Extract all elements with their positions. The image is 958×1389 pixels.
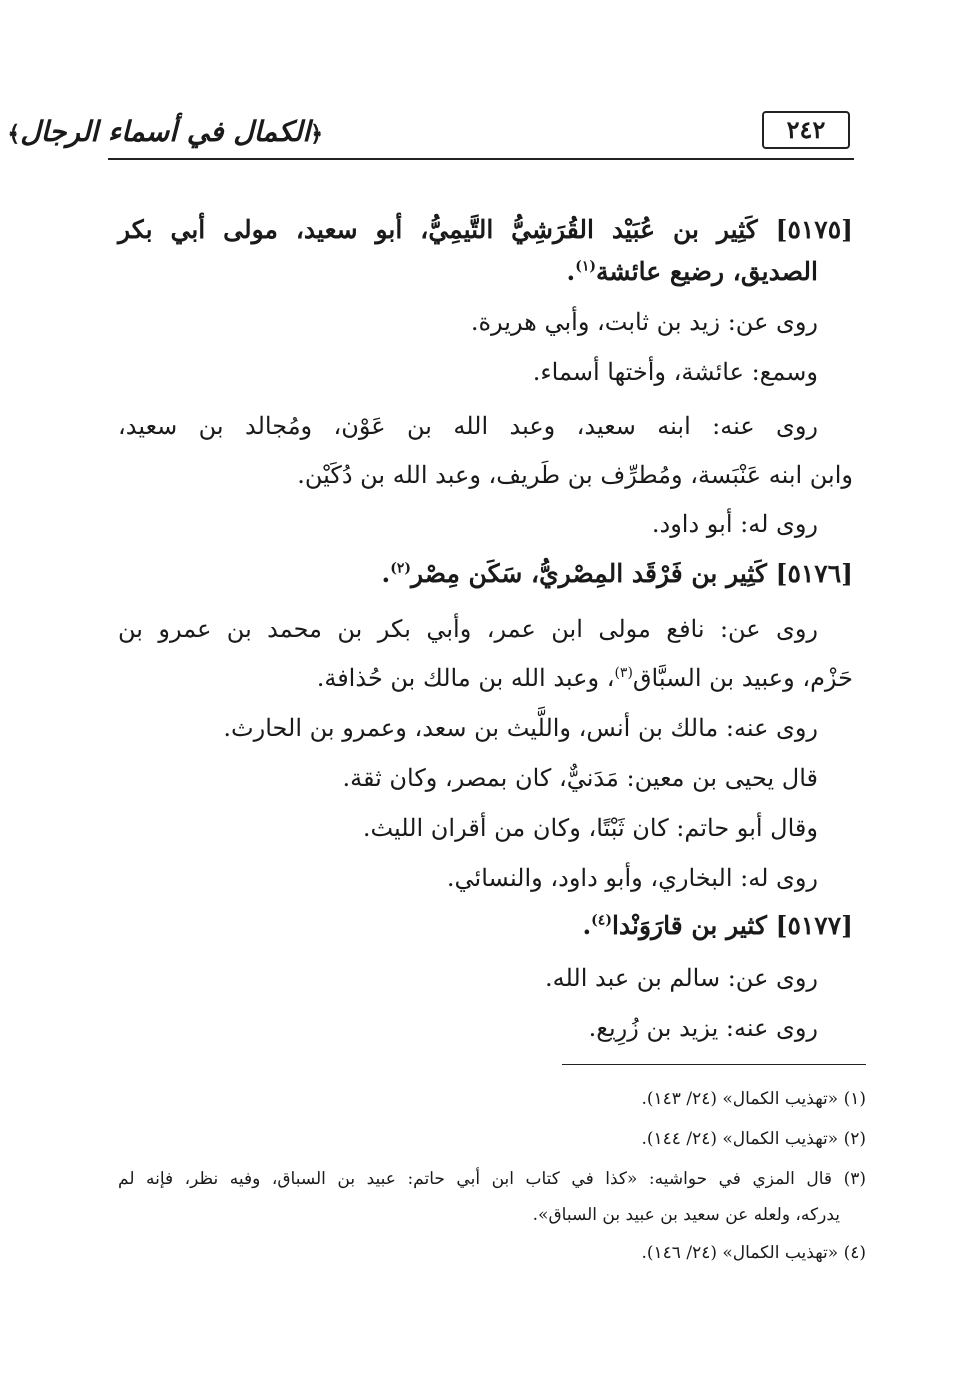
- footnote-text: «تهذيب الكمال» (٢٤/ ١٤٤).: [641, 1129, 839, 1149]
- footnote-4: [642, 1236, 867, 1270]
- footnote-3-cont: يدركه، ولعله عن سعيد بن عبيد بن السباق».: [532, 1205, 840, 1225]
- footnote-ref: (٤): [591, 912, 612, 929]
- entry-heading-5175: [118, 208, 853, 252]
- entry-number: [٥١٧٥]: [775, 215, 853, 244]
- text-line: روى عن: زيد بن ثابت، وأبي هريرة.: [470, 308, 818, 336]
- header-ornament: ﴿: [310, 121, 323, 147]
- running-header-title: [7, 112, 323, 152]
- footnote-rule: [562, 1064, 866, 1065]
- text-line: روى له: أبو داود.: [651, 510, 818, 538]
- footnote-mark: (٤): [843, 1243, 866, 1263]
- footnote-text: «تهذيب الكمال» (٢٤/ ١٤٣).: [641, 1089, 839, 1109]
- text-line: روى عن: نافع مولى ابن عمر، وأبي بكر بن محمد بن عمرو بن: [118, 615, 818, 643]
- text-line: وسمع: عائشة، وأختها أسماء.: [532, 358, 818, 386]
- entry-title: كَثِير بن عُبَيْد القُرَشِيُّ التَّيمِيُّ، أبو سعيد، مولى أبي بكر: [118, 215, 758, 244]
- text-line: روى عن: سالم بن عبد الله.: [544, 964, 818, 992]
- entry-heading-5176: [381, 552, 853, 596]
- footnote-mark: (٢): [843, 1129, 866, 1149]
- punct: .: [566, 257, 576, 286]
- footnote-text: قال المزي في حواشيه: «كذا في كتاب ابن أبي حاتم: عبيد بن السباق، وفيه نظر، فإنه لم: [118, 1169, 833, 1189]
- footnote-3: [118, 1162, 866, 1196]
- text-part: ، وعبد الله بن مالك بن حُذافة.: [316, 664, 615, 692]
- entry-title-cont: الصديق، رضيع عائشة: [596, 257, 818, 286]
- entry-number: [٥١٧٧]: [775, 911, 853, 940]
- punct: .: [381, 559, 391, 588]
- header-rule: [108, 158, 854, 160]
- footnote-1: [642, 1082, 867, 1116]
- entry-heading-5177: [582, 904, 853, 948]
- punct: .: [582, 911, 592, 940]
- footnote-mark: (٣): [843, 1169, 866, 1189]
- text-line: روى له: البخاري، وأبو داود، والنسائي.: [446, 864, 818, 892]
- text-line: [317, 656, 853, 700]
- text-part: حَزْم، وعبيد بن السبَّاق: [632, 664, 853, 692]
- header-ornament: ﴾: [7, 121, 21, 147]
- text-line: روى عنه: ابنه سعيد، وعبد الله بن عَوْن، ومُجالد بن سعيد،: [118, 412, 818, 440]
- header-title-text: الكمال في أسماء الرجال: [20, 115, 311, 148]
- footnote-ref: (١): [575, 258, 596, 275]
- entry-heading-5175-cont: [567, 250, 819, 294]
- entry-number: [٥١٧٦]: [775, 559, 853, 588]
- text-line: وقال أبو حاتم: كان ثَبْتًا، وكان من أقران الليث.: [362, 814, 818, 842]
- text-line: قال يحيى بن معين: مَدَنيٌّ، كان بمصر، وكان ثقة.: [342, 764, 818, 792]
- text-line: روى عنه: يزيد بن زُرِيع.: [588, 1014, 818, 1042]
- footnote-ref: (٣): [614, 665, 633, 681]
- footnote-ref: (٢): [390, 560, 411, 577]
- footnote-2: [642, 1122, 867, 1156]
- text-line: روى عنه: مالك بن أنس، واللَّيث بن سعد، وعمرو بن الحارث.: [223, 714, 818, 742]
- page-number-box: ٢٤٢: [762, 111, 850, 149]
- footnote-text: «تهذيب الكمال» (٢٤/ ١٤٦).: [641, 1243, 839, 1263]
- text-line: وابن ابنه عَنْبَسة، ومُطرِّف بن طَريف، وعبد الله بن دُكَيْن.: [297, 461, 853, 489]
- entry-title: كَثِير بن فَرْقَد المِصْريُّ، سَكَن مِصْر: [410, 559, 767, 588]
- entry-title: كثير بن قارَوَنْدا: [611, 911, 767, 940]
- footnote-mark: (١): [843, 1089, 866, 1109]
